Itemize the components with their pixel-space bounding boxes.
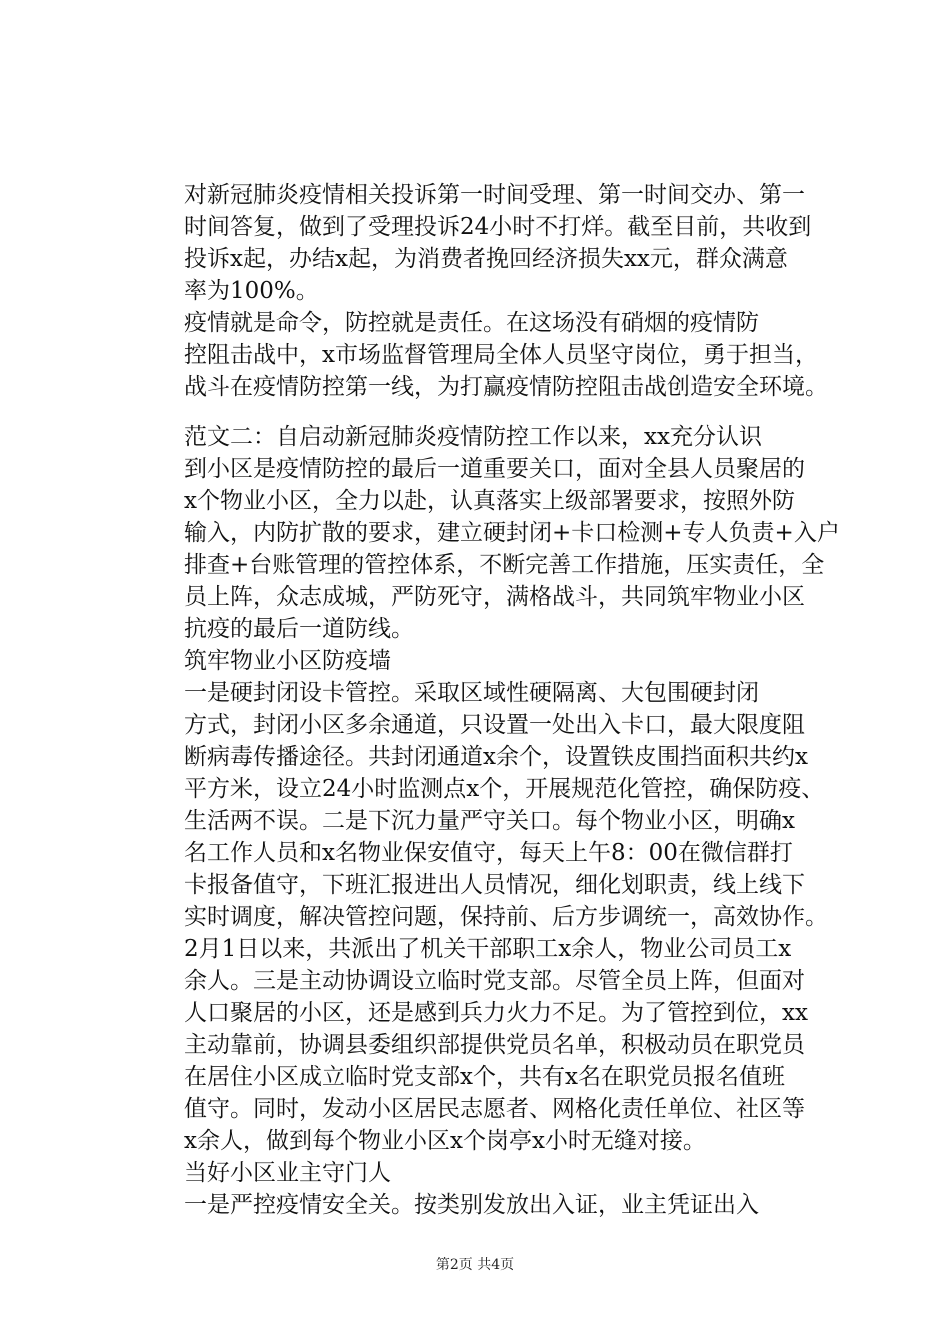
- text-line: 生活两不误。二是下沉力量严守关口。每个物业小区，明确x: [184, 808, 795, 834]
- text-line: 平方米，设立24小时监测点x个，开展规范化管控，确保防疫、: [184, 776, 825, 802]
- text-line: 对新冠肺炎疫情相关投诉第一时间受理、第一时间交办、第一: [184, 182, 805, 208]
- text-line: 到小区是疫情防控的最后一道重要关口，面对全县人员聚居的: [184, 456, 805, 482]
- page-footer: 第2页 共4页: [435, 1257, 515, 1273]
- text-line: 率为100%。: [184, 278, 319, 304]
- text-line: 输入，内防扩散的要求，建立硬封闭+卡口检测+专人负责+入户: [184, 520, 840, 546]
- text-line: 员上阵，众志成城，严防死守，满格战斗，共同筑牢物业小区: [184, 584, 805, 610]
- text-line: 在居住小区成立临时党支部x个，共有x名在职党员报名值班: [184, 1064, 785, 1090]
- text-line: 抗疫的最后一道防线。: [184, 616, 414, 642]
- text-line: 时间答复，做到了受理投诉24小时不打烊。截至目前，共收到: [184, 214, 812, 240]
- text-line: 2月1日以来，共派出了机关干部职工x余人，物业公司员工x: [184, 936, 792, 962]
- text-line: x余人，做到每个物业小区x个岗亭x小时无缝对接。: [184, 1128, 706, 1154]
- text-line: 断病毒传播途径。共封闭通道x余个，设置铁皮围挡面积共约x: [184, 744, 808, 770]
- section-heading: 当好小区业主守门人: [184, 1160, 391, 1186]
- text-line: 战斗在疫情防控第一线，为打赢疫情防控阻击战创造安全环境。: [184, 374, 828, 400]
- text-line: 名工作人员和x名物业保安值守，每天上午8：00在微信群打: [184, 840, 793, 866]
- text-line: 实时调度，解决管控问题，保持前、后方步调统一，高效协作。: [184, 904, 828, 930]
- text-line: 一是硬封闭设卡管控。采取区域性硬隔离、大包围硬封闭: [184, 680, 759, 706]
- text-line: 值守。同时，发动小区居民志愿者、网格化责任单位、社区等: [184, 1096, 805, 1122]
- text-line: 方式，封闭小区多余通道，只设置一处出入卡口，最大限度阻: [184, 712, 805, 738]
- text-line: 控阻击战中，x市场监督管理局全体人员坚守岗位，勇于担当，: [184, 342, 818, 368]
- text-line: 卡报备值守，下班汇报进出人员情况，细化划职责，线上线下: [184, 872, 805, 898]
- text-line: 投诉x起，办结x起，为消费者挽回经济损失xx元，群众满意: [184, 246, 788, 272]
- text-line: 主动靠前，协调县委组织部提供党员名单，积极动员在职党员: [184, 1032, 805, 1058]
- text-line: 人口聚居的小区，还是感到兵力火力不足。为了管控到位，xx: [184, 1000, 808, 1026]
- text-line: x个物业小区，全力以赴，认真落实上级部署要求，按照外防: [184, 488, 795, 514]
- text-line: 排查+台账管理的管控体系，不断完善工作措施，压实责任，全: [184, 552, 825, 578]
- text-line: 范文二：自启动新冠肺炎疫情防控工作以来，xx充分认识: [184, 424, 762, 450]
- text-line: 余人。三是主动协调设立临时党支部。尽管全员上阵，但面对: [184, 968, 805, 994]
- text-line: 疫情就是命令，防控就是责任。在这场没有硝烟的疫情防: [184, 310, 759, 336]
- text-line: 一是严控疫情安全关。按类别发放出入证，业主凭证出入: [184, 1192, 759, 1218]
- section-heading: 筑牢物业小区防疫墙: [184, 648, 391, 674]
